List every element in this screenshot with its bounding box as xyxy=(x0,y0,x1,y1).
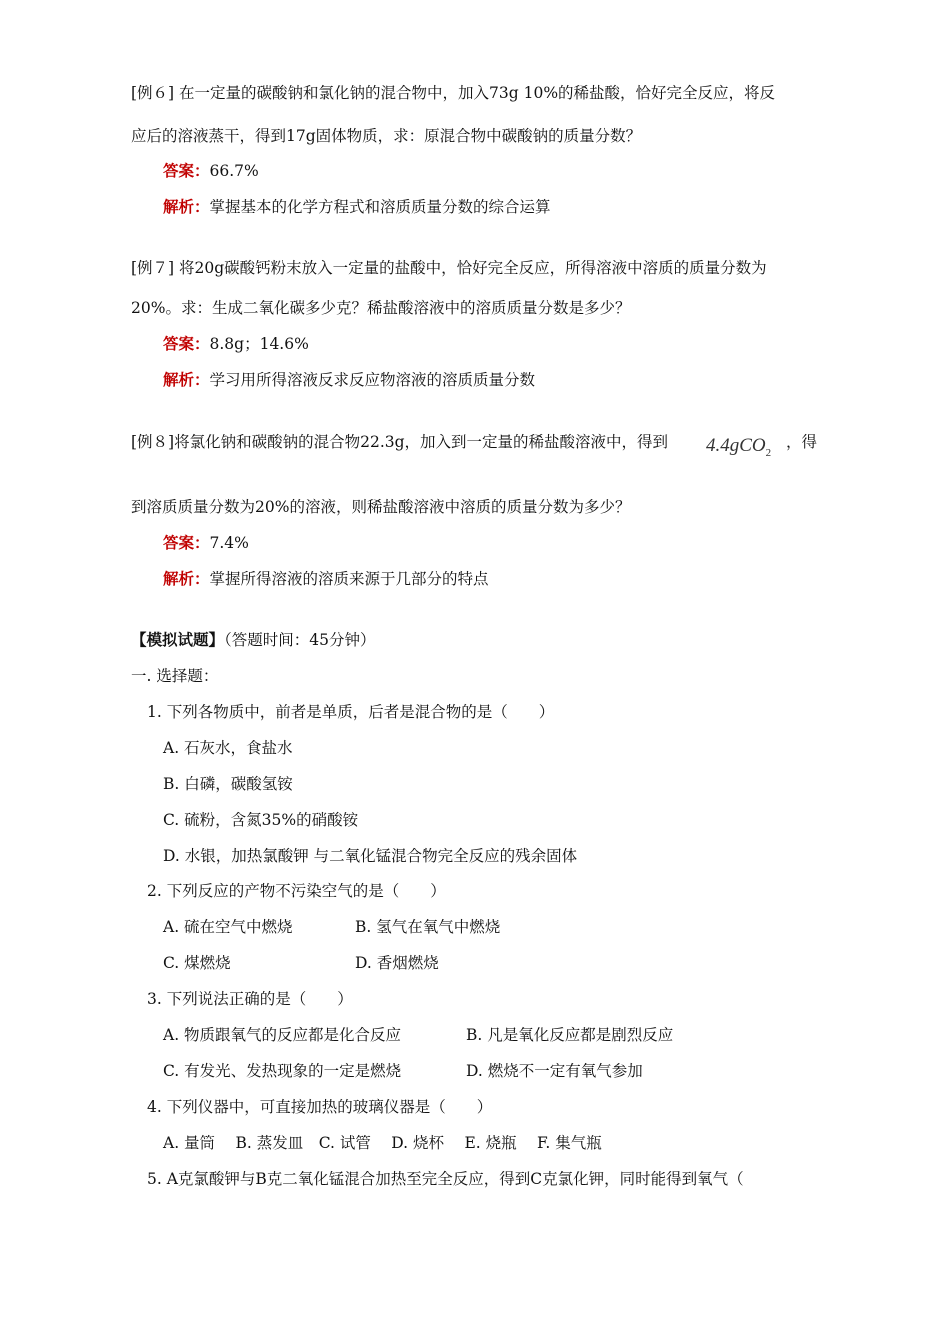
example6-answer xyxy=(163,161,259,181)
formula-subscript: 2 xyxy=(765,446,772,459)
mock-title: 【模拟试题】 xyxy=(131,630,225,649)
q3-option-c: C. 有发光、发热现象的一定是燃烧 xyxy=(163,1062,402,1080)
q2-option-d: D. 香烟燃烧 xyxy=(355,954,439,972)
q1-option-d: D. 水银，加热氯酸钾 与二氧化锰混合物完全反应的残余固体 xyxy=(163,847,578,865)
answer-value: 7.4% xyxy=(209,534,249,552)
question-3-stem: 3. 下列说法正确的是（ ） xyxy=(147,990,353,1008)
mock-test-heading xyxy=(131,630,376,650)
analysis-text: 掌握所得溶液的溶质来源于几部分的特点 xyxy=(209,570,489,588)
example7-answer xyxy=(163,334,309,354)
answer-label: 答案： xyxy=(163,161,210,180)
answer-value: 66.7% xyxy=(209,162,259,180)
co2-formula xyxy=(706,436,771,463)
question-1-stem: 1. 下列各物质中，前者是单质，后者是混合物的是（ ） xyxy=(147,703,555,721)
analysis-text: 学习用所得溶液反求反应物溶液的溶质质量分数 xyxy=(209,371,536,389)
answer-label: 答案： xyxy=(163,533,210,552)
example8-analysis xyxy=(163,569,489,589)
q3-option-d: D. 燃烧不一定有氧气参加 xyxy=(466,1062,643,1080)
analysis-label: 解析： xyxy=(163,197,210,216)
example8-line1: [例８]将氯化钠和碳酸钠的混合物22.3g，加入到一定量的稀盐酸溶液中，得到 xyxy=(131,433,669,451)
question-5-stem: 5. A克氯酸钾与B克二氧化锰混合加热至完全反应，得到C克氯化钾，同时能得到氧气（ xyxy=(147,1170,744,1188)
example6-line2: 应后的溶液蒸干，得到17g固体物质，求：原混合物中碳酸钠的质量分数？ xyxy=(131,127,642,145)
analysis-label: 解析： xyxy=(163,370,210,389)
answer-value: 8.8g；14.6% xyxy=(209,335,309,353)
question-4-stem: 4. 下列仪器中，可直接加热的玻璃仪器是（ ） xyxy=(147,1098,493,1116)
q1-option-c: C. 硫粉，含氮35%的硝酸铵 xyxy=(163,811,359,829)
q2-option-c: C. 煤燃烧 xyxy=(163,954,231,972)
analysis-text: 掌握基本的化学方程式和溶质质量分数的综合运算 xyxy=(209,198,551,216)
q3-option-b: B. 凡是氧化反应都是剧烈反应 xyxy=(466,1026,674,1044)
example6-line1: [例６] 在一定量的碳酸钠和氯化钠的混合物中，加入73g 10%的稀盐酸，恰好完全反应，将反 xyxy=(131,84,776,102)
example7-line1: [例７] 将20g碳酸钙粉末放入一定量的盐酸中，恰好完全反应，所得溶液中溶质的质量分数为 xyxy=(131,259,767,277)
example8-line1-end: ，得 xyxy=(786,433,818,451)
example8-line2: 到溶质质量分数为20%的溶液，则稀盐酸溶液中溶质的质量分数为多少？ xyxy=(131,498,631,516)
question-2-stem: 2. 下列反应的产物不污染空气的是（ ） xyxy=(147,882,446,900)
q4-options: A. 量筒 B. 蒸发皿 C. 试管 D. 烧杯 E. 烧瓶 F. 集气瓶 xyxy=(163,1134,602,1152)
example7-analysis xyxy=(163,370,535,390)
analysis-label: 解析： xyxy=(163,569,210,588)
q3-option-a: A. 物质跟氧气的反应都是化合反应 xyxy=(163,1026,402,1044)
q1-option-b: B. 白磷，碳酸氢铵 xyxy=(163,775,293,793)
section-choice: 一. 选择题： xyxy=(131,667,219,685)
q2-option-a: A. 硫在空气中燃烧 xyxy=(163,918,293,936)
example8-answer xyxy=(163,533,249,553)
q1-option-a: A. 石灰水，食盐水 xyxy=(163,739,293,757)
example7-line2: 20%。求：生成二氧化碳多少克？稀盐酸溶液中的溶质质量分数是多少？ xyxy=(131,299,631,317)
example6-analysis xyxy=(163,197,551,217)
formula-main: 4.4gCO xyxy=(706,435,766,456)
mock-time: （答题时间：45分钟） xyxy=(224,631,376,649)
answer-label: 答案： xyxy=(163,334,210,353)
q2-option-b: B. 氢气在氧气中燃烧 xyxy=(355,918,501,936)
